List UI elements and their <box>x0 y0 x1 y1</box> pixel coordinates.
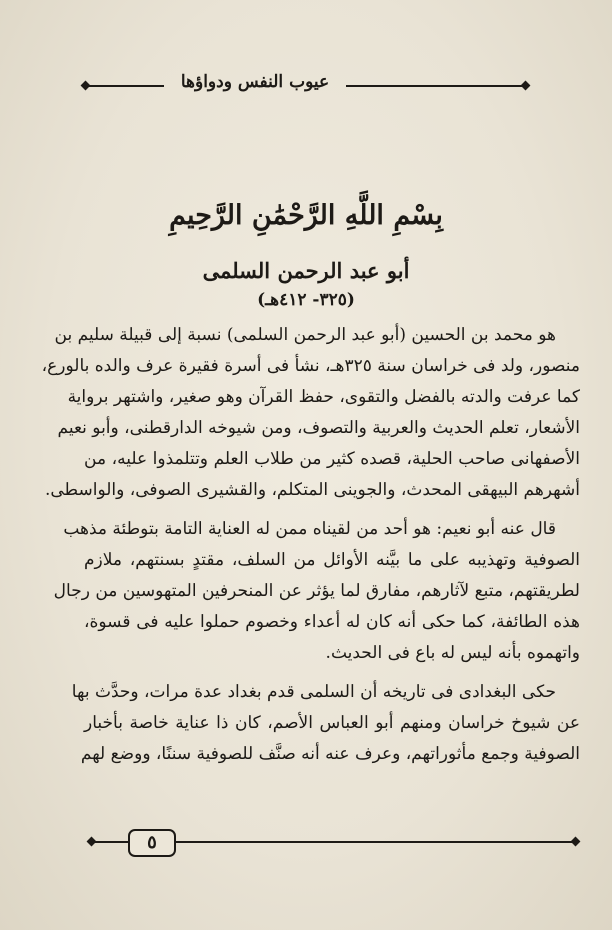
subject-dates: (٣٢٥- ٤١٢هـ) <box>257 290 355 310</box>
text-line: أشهرهم البيهقى المحدث، والجوينى المتكلم، والقشيرى الصوفى، والواسطى. <box>44 480 580 500</box>
page-number: ٥ <box>128 829 176 857</box>
text-line: واتهموه بأنه ليس له باع فى الحديث. <box>325 643 580 663</box>
text-line: الصوفية وتهذيبه على ما بيَّنه الأوائل من السلف، مقتدٍ بسنتهم، ملازم <box>84 550 580 570</box>
header-right-diamond <box>521 81 531 91</box>
text-line: لطريقتهم، متبع لآثارهم، مفارق لما يؤثر عن المنحرفين المتهوسين من رجال <box>53 581 580 601</box>
footer-right-rule <box>176 841 574 843</box>
text-line: عن شيوخ خراسان ومنهم أبو العباس الأصم، كان ذا عناية خاصة بأخبار <box>84 713 580 733</box>
text-line: قال عنه أبو نعيم: هو أحد من لقيناه ممن له العناية التامة بتوطئة مذهب <box>63 519 556 539</box>
basmala: بِسْمِ اللَّهِ الرَّحْمَٰنِ الرَّحِيمِ <box>169 200 443 231</box>
running-title: عيوب النفس ودواؤها <box>180 72 330 92</box>
footer-right-diamond <box>571 837 581 847</box>
paragraph-2 <box>53 514 580 669</box>
text-line: هو محمد بن الحسين (أبو عبد الرحمن السلمى) نسبة إلى قبيلة سليم بن <box>54 325 556 345</box>
text-line: منصور، ولد فى خراسان سنة ٣٢٥هـ، نشأ فى أسرة فقيرة عرف والده بالورع، <box>41 356 580 376</box>
text-line: الصوفية وجمع مأثوراتهم، وعرف عنه أنه صنَّف للصوفية سننًا، ووضع لهم <box>80 744 580 764</box>
subject-name: أبو عبد الرحمن السلمى <box>202 258 410 283</box>
text-line: حكى البغدادى فى تاريخه أن السلمى قدم بغداد عدة مرات، وحدَّث بها <box>71 682 556 702</box>
paragraph-1 <box>41 320 580 506</box>
text-line: هذه الطائفة، كما حكى أنه كان له أعداء وخصوم حملوا عليه فى قسوة، <box>84 612 580 632</box>
header-right-rule <box>346 85 524 87</box>
text-line: الأصفهانى صاحب الحلية، قصده كثير من طلاب العلم وتتلمذوا عليه، من <box>84 449 580 469</box>
footer-left-rule <box>94 841 128 843</box>
paragraph-3 <box>71 677 580 770</box>
text-line: الأشعار، تعلم الحديث والعربية والتصوف، ومن شيوخه الدارقطنى، وأبو نعيم <box>57 418 580 438</box>
body-text <box>41 320 580 778</box>
header-left-rule <box>88 85 164 87</box>
text-line: كما عرفت والدته بالفضل والتقوى، حفظ القرآن وهو صغير، واشتهر برواية <box>67 387 580 407</box>
